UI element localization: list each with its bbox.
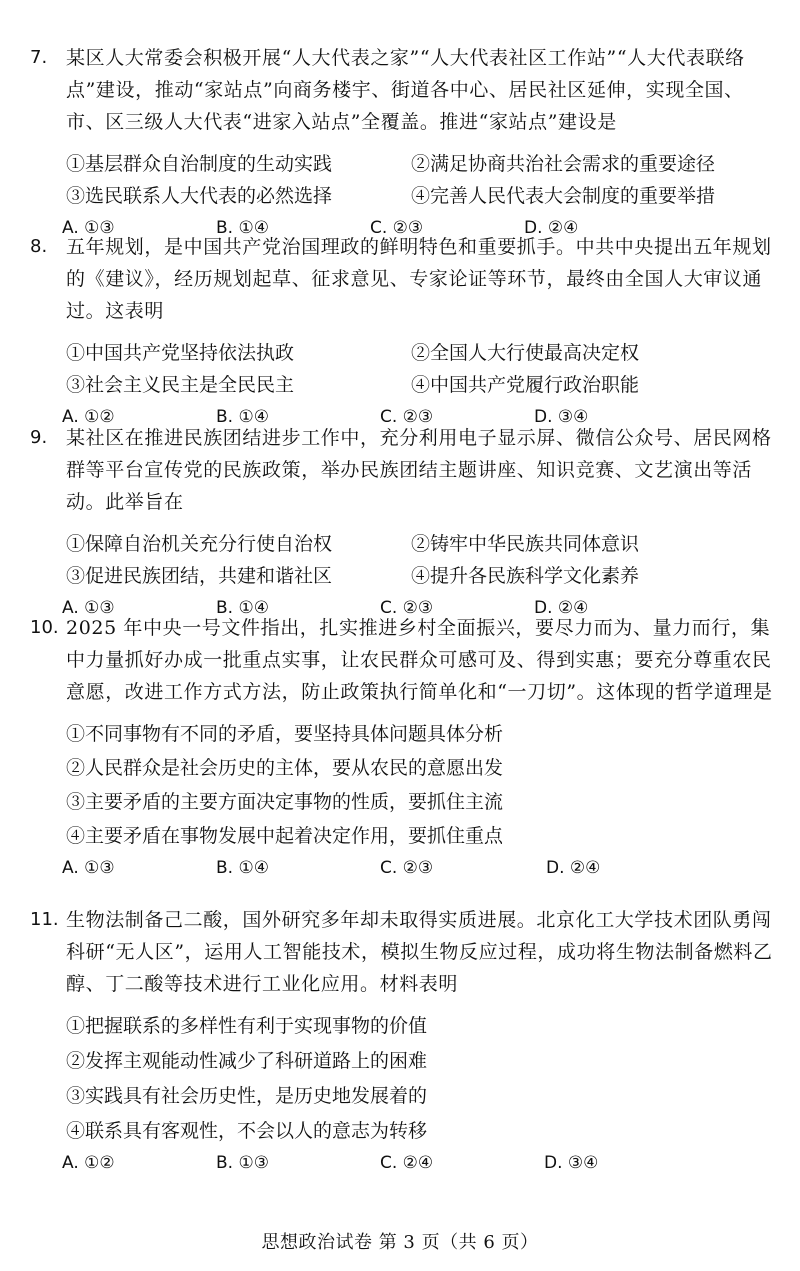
option-a[interactable]: A. ①② (62, 407, 115, 427)
statement-item: ④主要矛盾在事物发展中起着决定作用，要抓住重点 (66, 825, 504, 847)
option-b[interactable]: B. ①④ (216, 598, 269, 618)
answer-options (62, 1149, 775, 1177)
statement-item: ①把握联系的多样性有利于实现事物的价值 (66, 1015, 428, 1037)
question-stem: 某社区在推进民族团结进步工作中，充分利用电子显示屏、微信公众号、居民网格群等平台宣传党的民族政策，举办民族团结主题讲座、知识竞赛、文艺演出等活动。此举旨在 (66, 427, 772, 513)
statement-item: ①不同事物有不同的矛盾，要坚持具体问题具体分析 (66, 723, 504, 745)
option-a[interactable]: A. ①③ (62, 858, 115, 878)
statement-list (66, 1010, 775, 1147)
statement-list (66, 528, 775, 592)
statement-item: ①基层群众自治制度的生动实践 (66, 153, 333, 175)
page-footer: 思想政治试卷 第 3 页（共 6 页） (261, 1232, 539, 1253)
option-a[interactable]: A. ①③ (62, 598, 115, 618)
option-c[interactable]: C. ②③ (380, 407, 434, 427)
option-a[interactable]: A. ①② (62, 1153, 115, 1173)
statement-list (66, 718, 775, 852)
question-stem: 某区人大常委会积极开展“人大代表之家”“人大代表社区工作站”“人大代表联络点”建设，推动“家站点”向商务楼宇、街道各中心、居民社区延伸，实现全国、市、区三级人大代表“进家入站点”全覆盖。推进“家站点”建设是 (66, 47, 745, 133)
statement-list (66, 148, 775, 212)
option-d[interactable]: D. ③④ (534, 407, 589, 427)
question-9 (30, 422, 775, 622)
statement-item: ④联系具有客观性，不会以人的意志为转移 (66, 1120, 428, 1142)
option-c[interactable]: C. ②③ (380, 598, 434, 618)
statement-item: ③选民联系人大代表的必然选择 (66, 185, 333, 207)
option-b[interactable]: B. ①④ (216, 858, 269, 878)
option-d[interactable]: D. ②④ (534, 598, 589, 618)
option-c[interactable]: C. ②③ (370, 218, 424, 238)
question-stem: 2025 年中央一号文件指出，扎实推进乡村全面振兴，要尽力而为、量力而行，集中力量抓好办成一批重点实事，让农民群众可感可及、得到实惠；要充分尊重农民意愿，改进工作方式方法，防止政策执行简单化和“一刀切”。这体现的哲学道理是 (66, 617, 773, 703)
question-11 (30, 904, 775, 1177)
option-b[interactable]: B. ①③ (216, 1153, 269, 1173)
option-d[interactable]: D. ③④ (544, 1153, 599, 1173)
question-number: 9. (30, 427, 48, 448)
statement-item: ①保障自治机关充分行使自治权 (66, 533, 333, 555)
statement-item: ③社会主义民主是全民民主 (66, 374, 295, 396)
statement-item: ③实践具有社会历史性，是历史地发展着的 (66, 1085, 428, 1107)
statement-item: ②全国人大行使最高决定权 (411, 342, 640, 364)
statement-item: ②满足协商共治社会需求的重要途径 (411, 153, 716, 175)
question-number: 7. (30, 47, 48, 68)
answer-options (62, 854, 775, 882)
statement-list (66, 337, 775, 401)
option-d[interactable]: D. ②④ (546, 858, 601, 878)
statement-item: ④提升各民族科学文化素养 (411, 565, 640, 587)
question-number: 10. (30, 617, 59, 638)
statement-item: ②发挥主观能动性减少了科研道路上的困难 (66, 1050, 428, 1072)
statement-item: ④完善人民代表大会制度的重要举措 (411, 185, 716, 207)
question-7 (30, 42, 775, 242)
statement-item: ④中国共产党履行政治职能 (411, 374, 640, 396)
option-b[interactable]: B. ①④ (216, 407, 269, 427)
option-c[interactable]: C. ②③ (380, 858, 434, 878)
option-d[interactable]: D. ②④ (524, 218, 579, 238)
question-10 (30, 612, 775, 882)
statement-item: ②铸牢中华民族共同体意识 (411, 533, 640, 555)
option-c[interactable]: C. ②④ (380, 1153, 434, 1173)
question-stem: 五年规划，是中国共产党治国理政的鲜明特色和重要抓手。中共中央提出五年规划的《建议》，经历规划起草、征求意见、专家论证等环节，最终由全国人大审议通过。这表明 (66, 236, 772, 322)
question-8 (30, 231, 775, 431)
statement-item: ②人民群众是社会历史的主体，要从农民的意愿出发 (66, 757, 504, 779)
statement-item: ③主要矛盾的主要方面决定事物的性质，要抓住主流 (66, 791, 504, 813)
question-number: 8. (30, 236, 48, 257)
statement-item: ③促进民族团结，共建和谐社区 (66, 565, 333, 587)
option-b[interactable]: B. ①④ (216, 218, 269, 238)
question-number: 11. (30, 909, 59, 930)
option-a[interactable]: A. ①③ (62, 218, 115, 238)
question-stem: 生物法制备己二酸，国外研究多年却未取得实质进展。北京化工大学技术团队勇闯科研“无人区”，运用人工智能技术，模拟生物反应过程，成功将生物法制备燃料乙醇、丁二酸等技术进行工业化应用。材料表明 (66, 909, 773, 995)
statement-item: ①中国共产党坚持依法执政 (66, 342, 295, 364)
